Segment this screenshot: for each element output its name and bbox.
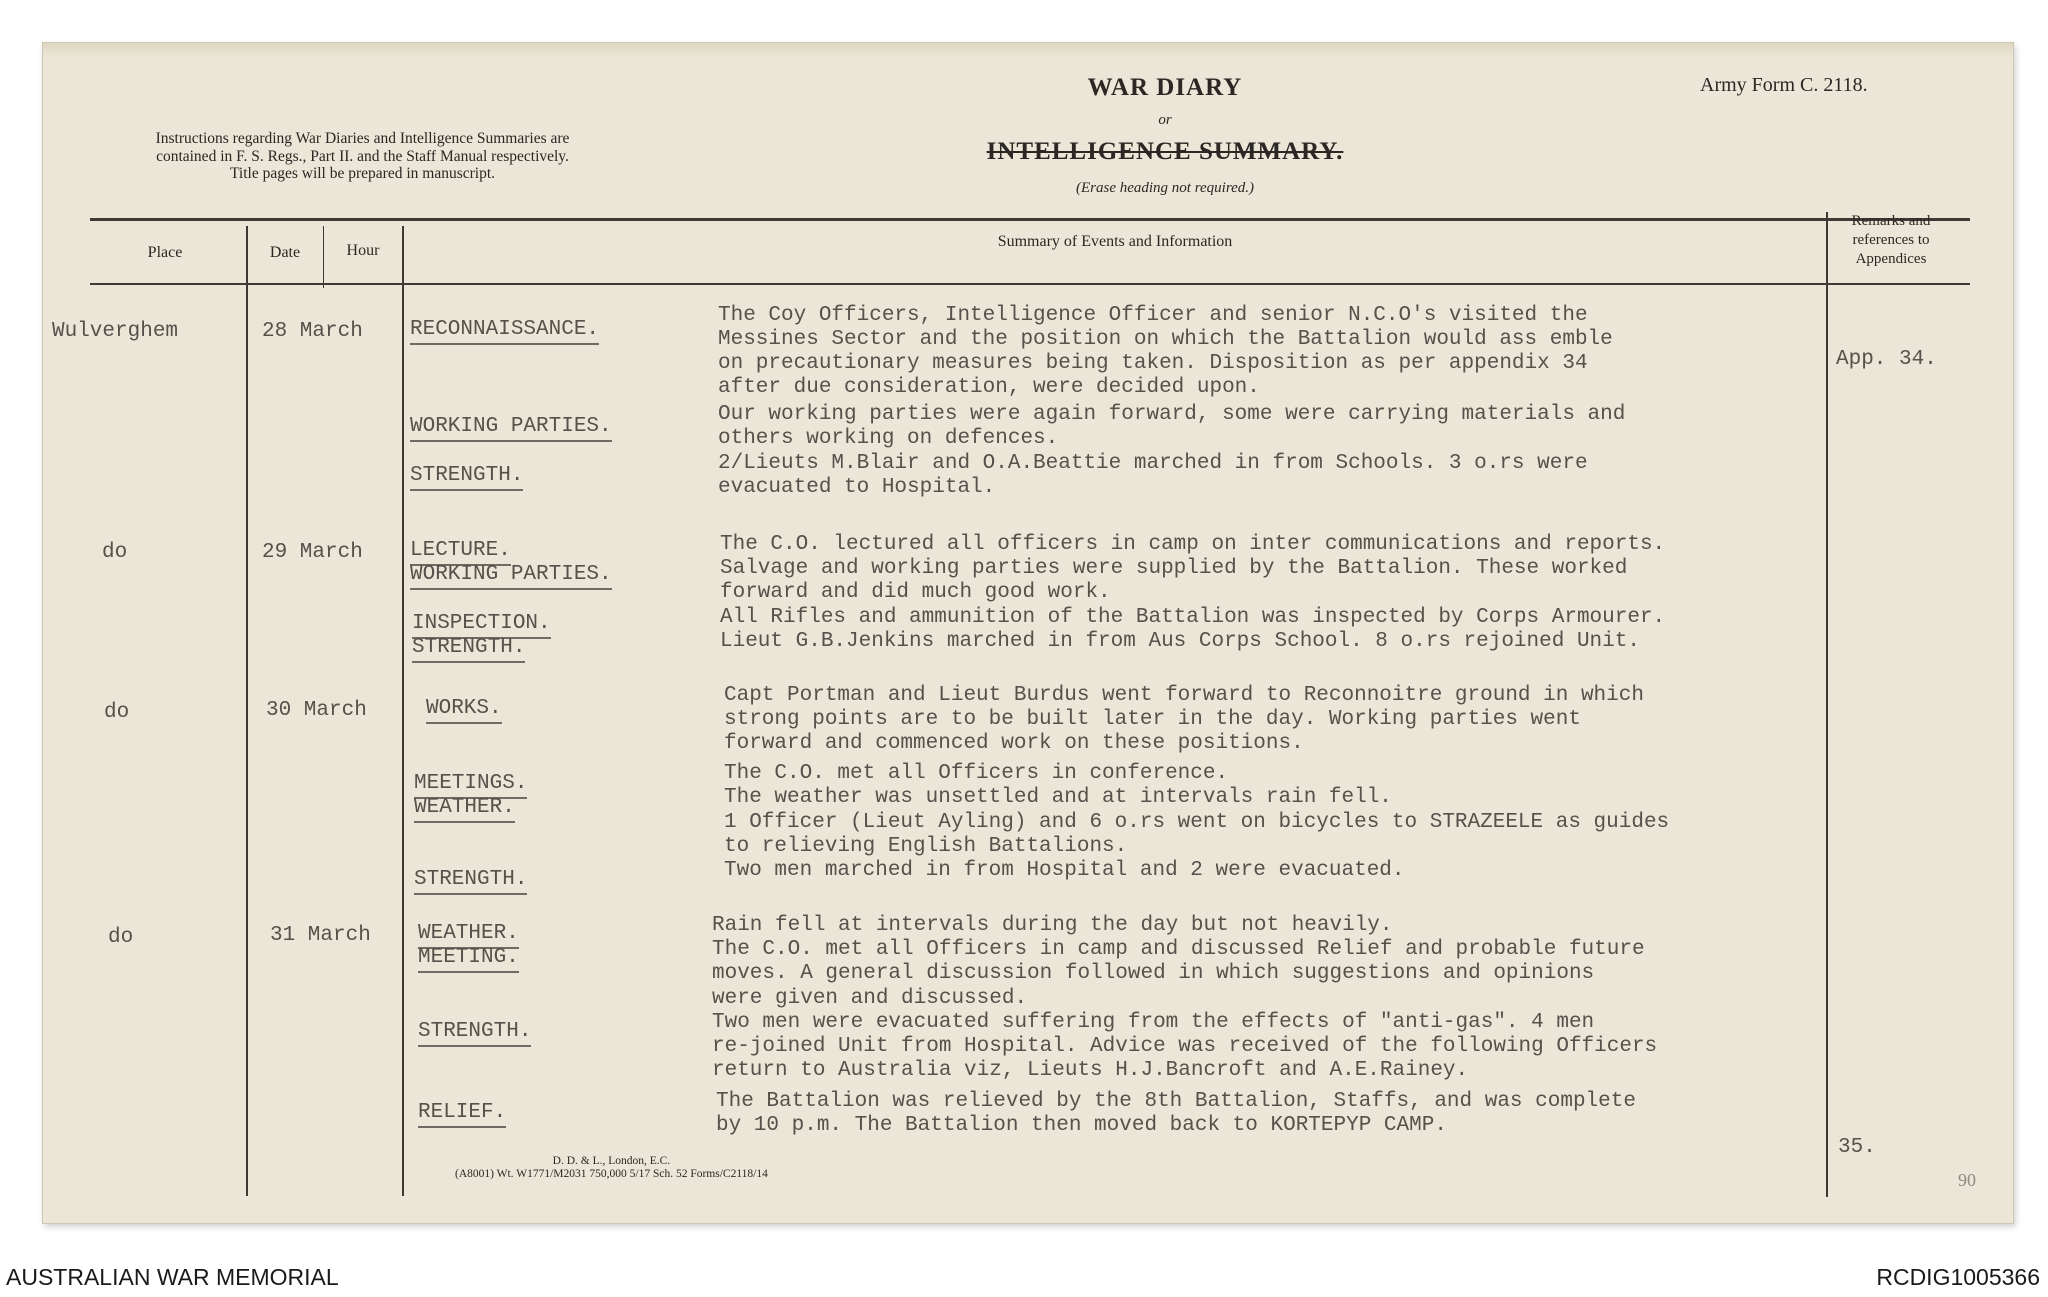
entry-heading: RECONNAISSANCE. (410, 318, 599, 345)
entry-line: The C.O. met all Officers in conference. (724, 762, 1229, 785)
entry-place: Wulverghem (52, 320, 179, 343)
header-top-rule (90, 218, 1970, 221)
entry-line: The weather was unsettled and at intervals rain fell. (724, 786, 1392, 809)
entry-place: do (104, 701, 130, 724)
form-number: Army Form C. 2118. (1700, 74, 1868, 96)
entry-line: The Coy Officers, Intelligence Officer and senior N.C.O's visited the (718, 304, 1588, 327)
entry-date: 29 March (262, 541, 363, 564)
entry-heading: STRENGTH. (414, 868, 527, 895)
erase-note: (Erase heading not required.) (1075, 180, 1255, 196)
entry-line: Capt Portman and Lieut Burdus went forward to Reconnoitre ground in which (724, 684, 1644, 707)
entry-heading: STRENGTH. (410, 464, 523, 491)
entry-line: Our working parties were again forward, some were carrying materials and (718, 403, 1626, 426)
entry-line: strong points are to be built later in the day. Working parties went (724, 708, 1581, 731)
entry-heading: WORKS. (426, 697, 502, 724)
col-place: Place (147, 244, 183, 261)
entry-date: 28 March (262, 320, 363, 343)
entry-heading: STRENGTH. (418, 1020, 531, 1047)
entry-line: forward and commenced work on these positions. (724, 732, 1304, 755)
title-or: or (1158, 112, 1172, 128)
entry-line: moves. A general discussion followed in which suggestions and opinions (712, 962, 1595, 985)
col-summary: Summary of Events and Information (997, 233, 1233, 250)
paper-edge (43, 43, 2013, 57)
entry-line: All Rifles and ammunition of the Battalion was inspected by Corps Armourer. (720, 606, 1666, 629)
entry-heading: WEATHER. (418, 922, 519, 949)
entry-heading: MEETINGS. (414, 772, 527, 799)
entry-line: forward and did much good work. (720, 581, 1111, 604)
entry-line: evacuated to Hospital. (718, 476, 996, 499)
archive-caption: AUSTRALIAN WAR MEMORIAL (6, 1264, 339, 1290)
entry-heading: RELIEF. (418, 1101, 506, 1128)
date-hour-divider (323, 226, 324, 288)
entry-line: 2/Lieuts M.Blair and O.A.Beattie marched in from Schools. 3 o.rs were (718, 452, 1588, 475)
entry-line: Two men were evacuated suffering from the effects of "anti-gas". 4 men (712, 1011, 1595, 1034)
entry-line: to relieving English Battalions. (724, 835, 1128, 858)
entry-line: after due consideration, were decided upon. (718, 376, 1260, 399)
header-bottom-rule (90, 283, 1970, 285)
entry-date: 31 March (270, 924, 371, 947)
entry-line: The C.O. lectured all officers in camp on inter communications and reports. (720, 533, 1666, 556)
entry-heading: MEETING. (418, 946, 519, 973)
entry-line: Salvage and working parties were supplied by the Battalion. These worked (720, 557, 1628, 580)
printer-imprint (455, 1155, 768, 1181)
entry-place: do (102, 541, 128, 564)
entry-line: return to Australia viz, Lieuts H.J.Bancroft and A.E.Rainey. (712, 1059, 1469, 1082)
entry-line: The C.O. met all Officers in camp and discussed Relief and probable future (712, 938, 1645, 961)
entry-line: Lieut G.B.Jenkins marched in from Aus Corps School. 8 o.rs rejoined Unit. (720, 630, 1640, 653)
entry-heading: WORKING PARTIES. (410, 563, 612, 590)
form-subtitle (830, 138, 1500, 166)
form-title: WAR DIARY (1087, 74, 1243, 101)
instructions-text: Instructions regarding War Diaries and Intelligence Summaries are contained in F. S. Regs., Part II. and the Staff Manual respectively. Title pages will be prepared in manuscript. (155, 130, 570, 182)
entry-place: do (108, 926, 134, 949)
entry-remark: App. 34. (1836, 348, 1937, 371)
entry-line: Two men marched in from Hospital and 2 were evacuated. (724, 859, 1405, 882)
place-date-divider (246, 226, 248, 1196)
entry-heading: STRENGTH. (412, 636, 525, 663)
entry-heading: INSPECTION. (412, 612, 551, 639)
print-code: (A8001) Wt. W1771/M2031 750,000 5/17 Sch. 52 Forms/C2118/14 (455, 1168, 768, 1180)
corner-mark: 90 (1958, 1170, 1976, 1190)
entry-line: The Battalion was relieved by the 8th Battalion, Staffs, and was complete (716, 1090, 1636, 1113)
entry-line: 1 Officer (Lieut Ayling) and 6 o.rs went on bicycles to STRAZEELE as guides (724, 811, 1670, 834)
entry-line: others working on defences. (718, 427, 1059, 450)
entry-heading: WEATHER. (414, 796, 515, 823)
col-date: Date (269, 244, 301, 261)
entry-heading: WORKING PARTIES. (410, 415, 612, 442)
archive-id: RCDIG1005366 (1876, 1264, 2040, 1290)
form-subtitle-text: INTELLIGENCE SUMMARY. (986, 138, 1344, 165)
entry-line: on precautionary measures being taken. Disposition as per appendix 34 (718, 352, 1588, 375)
entry-line: re-joined Unit from Hospital. Advice was received of the following Officers (712, 1035, 1658, 1058)
summary-remarks-divider (1826, 212, 1828, 1197)
entry-line: Messines Sector and the position on which the Battalion would ass emble (718, 328, 1613, 351)
col-remarks: Remarks and references to Appendices (1851, 213, 1931, 267)
entry-heading: LECTURE. (410, 539, 511, 566)
entry-line: were given and discussed. (712, 987, 1028, 1010)
entry-date: 30 March (266, 699, 367, 722)
entry-line: Rain fell at intervals during the day but not heavily. (712, 914, 1393, 937)
hour-summary-divider (402, 226, 404, 1196)
entry-remark: 35. (1838, 1136, 1876, 1159)
col-hour: Hour (346, 242, 380, 259)
entry-line: by 10 p.m. The Battalion then moved back to KORTEPYP CAMP. (716, 1114, 1447, 1137)
printer-name: D. D. & L., London, E.C. (552, 1155, 671, 1167)
